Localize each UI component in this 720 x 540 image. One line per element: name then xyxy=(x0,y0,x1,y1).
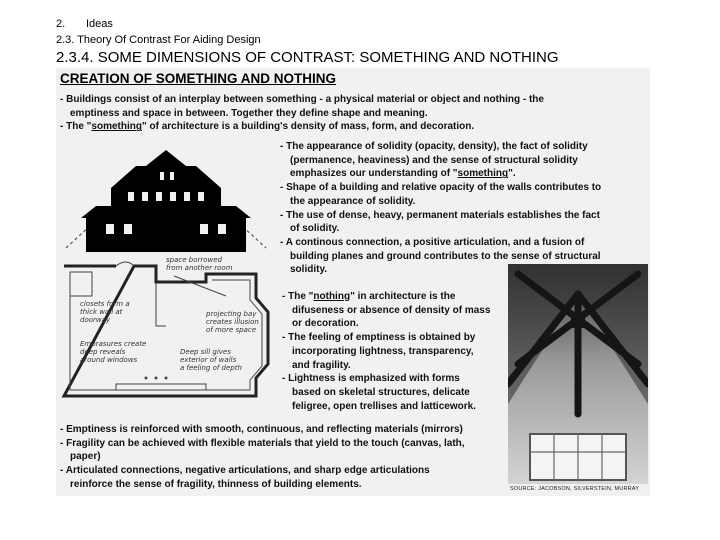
bullet-line: - Lightness is emphasized with forms xyxy=(282,373,460,385)
intro-line: - Buildings consist of an interplay between something - a physical material or object and nothing - the xyxy=(60,94,544,105)
section-number: 2. xyxy=(56,18,66,30)
bullet-line: - Shape of a building and relative opacity of the walls contributes to xyxy=(280,182,602,194)
bullet-line: (permanence, heaviness) and the sense of structural solidity xyxy=(290,154,578,166)
bullet-line: emphasizes our understanding of "something". xyxy=(290,168,516,180)
annotation-text: around windows xyxy=(80,356,138,364)
page-title: 2.3.4. SOME DIMENSIONS OF CONTRAST: SOMETHING AND NOTHING xyxy=(56,49,559,66)
annotation-text: projecting bay xyxy=(206,310,257,318)
section-heading xyxy=(56,18,113,30)
bullet-line: incorporating lightness, transparency, xyxy=(292,345,474,357)
bullet-line: - Fragility can be achieved with flexible materials that yield to the touch (canvas, lath, xyxy=(60,437,465,449)
bullet-line: or decoration. xyxy=(292,318,359,330)
bullet-line: paper) xyxy=(70,451,101,463)
something-points xyxy=(280,140,650,277)
interior-truss-photo xyxy=(508,264,648,484)
intro-line: - The "something" of architecture is a building's density of mass, form, and decoration. xyxy=(60,121,475,133)
panel-title: CREATION OF SOMETHING AND NOTHING xyxy=(60,71,336,86)
bullet-line: - The appearance of solidity (opacity, density), the fact of solidity xyxy=(280,141,588,152)
annotation-text: Deep sill gives xyxy=(180,348,231,356)
bullet-line: reinforce the sense of fragility, thinness of building elements. xyxy=(70,478,362,490)
annotation-text: doorway xyxy=(80,316,111,324)
annotation-text: exterior of walls xyxy=(180,356,237,364)
bullet-line: - Articulated connections, negative articulations, and sharp edge articulations xyxy=(60,465,430,477)
something-term: something xyxy=(91,121,142,133)
bullet-line: solidity. xyxy=(290,264,328,276)
intro-text xyxy=(60,93,620,134)
annotation-text: deep reveals xyxy=(80,348,126,356)
annotation-text: thick wall at xyxy=(80,308,123,316)
section-name: Ideas xyxy=(86,18,113,30)
annotation-text: Embrasures create xyxy=(80,340,147,348)
image-source-credit: SOURCE: JACOBSON, SILVERSTEIN, MURRAY xyxy=(510,486,640,492)
bullet-line: - Emptiness is reinforced with smooth, continuous, and reflecting materials (mirrors) xyxy=(60,424,463,435)
nothing-term: nothing xyxy=(313,291,351,302)
bullet-line: - The feeling of emptiness is obtained by xyxy=(282,332,476,344)
building-silhouette-image xyxy=(56,136,278,256)
bullet-line: the appearance of solidity. xyxy=(290,195,416,207)
annotation-text: space borrowed xyxy=(166,256,222,264)
bullet-line: feligree, open trellises and latticework. xyxy=(292,400,476,412)
annotation-text: closets form a xyxy=(80,300,130,308)
something-term: something xyxy=(457,168,509,180)
bullet-line: and fragility. xyxy=(292,359,351,371)
floor-plan-sketch xyxy=(56,256,278,420)
subsection-heading: 2.3. Theory Of Contrast For Aiding Design xyxy=(56,34,261,46)
bullet-line: difuseness or absence of density of mass xyxy=(292,304,491,316)
intro-line: emptiness and space in between. Together they define shape and meaning. xyxy=(70,107,428,119)
bullet-line: building planes and ground contributes to the sense of structural xyxy=(290,250,601,262)
annotation-text: a feeling of depth xyxy=(180,364,242,372)
bottom-points xyxy=(60,423,520,492)
bullet-line: based on skeletal structures, delicate xyxy=(292,386,470,398)
bullet-line: - A continous connection, a positive articulation, and a fusion of xyxy=(280,236,585,248)
annotation-text: of more space xyxy=(206,326,257,334)
bullet-line: - The use of dense, heavy, permanent materials establishes the fact xyxy=(280,209,600,221)
nothing-points xyxy=(282,290,512,413)
bullet-line: of solidity. xyxy=(290,223,340,235)
bullet-line: - The "nothing" in architecture is the xyxy=(282,291,456,302)
annotation-text: from another room xyxy=(166,264,233,272)
annotation-text: creates illusion xyxy=(206,318,259,326)
